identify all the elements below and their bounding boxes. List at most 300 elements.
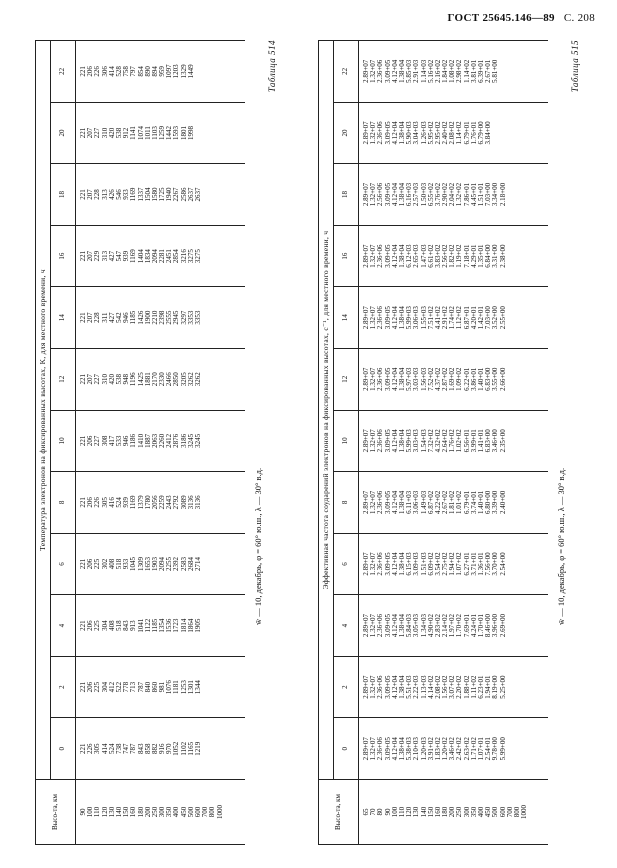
data-cell: 2.18+00: [498, 182, 507, 207]
data-cell: 1.81+02: [448, 490, 457, 514]
data-cell: 2.89+07: [362, 675, 370, 699]
data-cell: 1097: [165, 64, 174, 79]
data-cell: 7.51+02: [426, 306, 435, 330]
data-cell: 2945: [172, 310, 181, 325]
data-cell: 8.19+00: [491, 675, 500, 699]
data-cell: 2.67+01: [484, 59, 493, 83]
data-cell: 2.89+07: [362, 121, 370, 145]
data-cell: 1593: [172, 125, 181, 140]
data-cell: 948: [122, 374, 131, 385]
data-cell: 225: [93, 558, 102, 570]
column-header-4: 4: [51, 595, 76, 657]
table-caption: Температура электронов на фиксированных высотах, K, для местного времени, ч: [36, 41, 51, 780]
data-cell: 2.36+06: [376, 552, 385, 576]
data-cell: 3.09+03: [412, 552, 421, 576]
data-column-8: [359, 472, 549, 534]
table-515-label: Таблица 515: [570, 40, 580, 93]
table-514-block: [35, 40, 285, 845]
data-cell: 1169: [129, 187, 138, 202]
data-cell: 225: [93, 620, 102, 631]
data-cell: 1.69+02: [448, 367, 457, 391]
data-cell: 1.38+04: [397, 613, 406, 638]
data-cell: 2.54+01: [484, 737, 493, 761]
data-cell: 4.12+04: [390, 675, 399, 699]
data-cell: 206: [86, 620, 95, 631]
column-header-0: 0: [51, 718, 76, 780]
data-cell: 3.76+02: [433, 182, 442, 207]
data-cell: 522: [114, 681, 123, 693]
data-cell: 1.70+02: [455, 613, 464, 638]
height-value: 700: [201, 806, 210, 818]
data-cell: 221: [79, 374, 87, 385]
data-cell: 3.05+03: [412, 613, 421, 638]
data-cell: 2684: [186, 556, 195, 571]
column-header-8: 8: [334, 472, 359, 534]
data-cell: 1.32+07: [369, 121, 378, 145]
data-cell: 3.09+05: [383, 490, 392, 514]
data-cell: 4.45+01: [469, 182, 478, 207]
data-cell: 1.41+01: [477, 429, 485, 453]
data-cell: 1.97+02: [448, 613, 457, 638]
data-cell: 5.95+02: [426, 121, 435, 145]
data-cell: 1834: [143, 249, 152, 264]
page-header: [448, 12, 596, 24]
data-cell: 882: [150, 743, 159, 754]
data-cell: 3.46+02: [448, 737, 457, 761]
data-cell: 7.69+01: [462, 613, 471, 638]
data-cell: 206: [86, 435, 95, 447]
data-cell: 1.32+07: [369, 490, 378, 514]
data-cell: 3.34+00: [491, 182, 500, 207]
data-cell: 1301: [186, 680, 195, 695]
data-cell: 4.24+01: [469, 613, 478, 638]
data-cell: 412: [107, 681, 116, 693]
data-cell: 2.36+06: [376, 367, 385, 391]
data-cell: 843: [136, 743, 145, 754]
height-value: 1000: [520, 805, 529, 819]
data-cell: 2.89+07: [362, 613, 370, 638]
data-cell: 2170: [150, 372, 159, 387]
data-cell: 797: [129, 66, 138, 77]
page-number: С. 208: [563, 12, 595, 24]
data-cell: 1.12+02: [455, 306, 464, 330]
data-cell: 2.04+02: [448, 182, 457, 207]
data-column-16: [76, 225, 246, 287]
data-cell: 1165: [186, 741, 195, 756]
height-value: 450: [179, 806, 188, 818]
data-cell: 1337: [136, 187, 145, 202]
data-cell: 1219: [194, 741, 202, 756]
data-cell: 913: [129, 620, 138, 631]
height-value: 800: [208, 806, 217, 818]
data-cell: 426: [107, 189, 116, 200]
height-column: [359, 780, 549, 845]
data-cell: 2850: [172, 372, 181, 387]
data-cell: 1.40+01: [477, 490, 485, 514]
data-cell: 1.07+01: [477, 737, 485, 761]
data-cell: 207: [86, 189, 95, 200]
data-cell: 2.42+02: [455, 737, 464, 761]
data-cell: 2.36+06: [376, 121, 385, 145]
data-cell: 3.06+03: [412, 490, 421, 514]
data-column-20: [359, 102, 549, 164]
data-column-10: [359, 410, 549, 472]
height-value: 450: [484, 806, 493, 818]
data-cell: 1196: [129, 372, 138, 387]
data-cell: 1426: [136, 310, 145, 325]
height-value: 350: [469, 806, 478, 818]
height-value: 150: [122, 806, 131, 818]
column-header-18: 18: [51, 164, 76, 226]
data-cell: 2466: [165, 372, 174, 387]
data-cell: 1.56+03: [419, 367, 428, 391]
data-cell: 1.19+02: [455, 244, 464, 268]
data-cell: 1.94+02: [448, 552, 457, 576]
data-cell: 1940: [165, 187, 174, 202]
data-cell: 3.09+05: [383, 306, 392, 330]
column-header-22: 22: [334, 41, 359, 103]
data-cell: 2.89+07: [362, 367, 370, 391]
data-cell: 225: [93, 681, 102, 693]
data-cell: 221: [79, 250, 87, 262]
data-cell: 547: [114, 250, 123, 262]
data-cell: 7.18+01: [462, 244, 471, 268]
data-cell: 226: [93, 66, 102, 77]
data-cell: 5.84+03: [405, 613, 414, 638]
column-header-6: 6: [334, 533, 359, 595]
data-column-6: [76, 533, 246, 595]
data-cell: 1203: [172, 64, 181, 79]
height-header: Высо-та, км: [36, 780, 76, 845]
column-header-10: 10: [51, 410, 76, 472]
data-cell: 6.09+02: [426, 552, 435, 576]
data-cell: 1.76+01: [469, 121, 478, 145]
data-cell: 916: [158, 743, 167, 754]
data-cell: 2.36+06: [376, 244, 385, 268]
data-cell: 221: [79, 743, 87, 754]
data-cell: 981: [158, 681, 167, 693]
data-cell: 2583: [179, 556, 188, 571]
data-cell: 3.31+00: [491, 244, 500, 268]
data-cell: 416: [107, 497, 116, 508]
data-cell: 6.79+01: [462, 121, 471, 145]
column-header-12: 12: [51, 348, 76, 410]
data-cell: 4.32+02: [433, 429, 442, 453]
data-cell: 3.09+05: [383, 552, 392, 576]
data-cell: 408: [107, 558, 116, 570]
height-value: 140: [114, 806, 123, 818]
data-cell: 7.32+02: [426, 429, 435, 453]
data-cell: 787: [129, 743, 138, 754]
data-cell: 6.80+00: [484, 490, 493, 514]
height-value: 1000: [215, 805, 224, 819]
data-cell: 2.08+02: [433, 675, 442, 699]
data-cell: 3.84+00: [484, 121, 493, 145]
data-cell: 1504: [143, 187, 152, 202]
height-value: 100: [390, 806, 399, 818]
data-cell: 3205: [179, 372, 188, 387]
column-header-16: 16: [51, 225, 76, 287]
data-cell: 2.65+03: [412, 244, 421, 268]
data-cell: 1998: [186, 125, 195, 140]
data-cell: 4.12+04: [390, 490, 399, 514]
data-cell: 207: [86, 250, 95, 262]
data-cell: 1404: [136, 249, 145, 264]
data-cell: 3353: [186, 310, 195, 325]
data-cell: 3.91+02: [426, 737, 435, 761]
data-cell: 1.02+02: [455, 429, 464, 453]
data-cell: 2.75+02: [441, 552, 450, 576]
data-cell: 6.11+03: [405, 490, 414, 514]
data-cell: 1.32+07: [369, 367, 378, 391]
data-cell: 6.23+01: [477, 675, 485, 699]
column-header-12: 12: [334, 348, 359, 410]
height-value: 120: [100, 806, 109, 818]
data-column-18: [359, 164, 549, 226]
data-cell: 6.16+03: [405, 182, 414, 207]
data-cell: 1.82+02: [448, 244, 457, 268]
height-value: 160: [129, 806, 138, 818]
height-value: 130: [107, 806, 116, 818]
height-value: 110: [397, 806, 406, 818]
data-cell: 2.36+06: [376, 675, 385, 699]
data-cell: 221: [79, 66, 87, 77]
data-cell: 3245: [194, 433, 202, 448]
data-cell: 2.89+07: [362, 552, 370, 576]
data-cell: 2.98+02: [455, 59, 464, 83]
data-cell: 310: [100, 374, 109, 385]
data-cell: 946: [122, 435, 131, 447]
data-cell: 3262: [186, 372, 195, 387]
data-cell: 417: [107, 435, 116, 447]
data-cell: 5.90+03: [405, 121, 414, 145]
data-cell: 1181: [172, 680, 181, 695]
data-cell: 4.14+02: [426, 675, 435, 699]
data-cell: 8.46+00: [484, 613, 493, 638]
data-column-16: [359, 225, 549, 287]
data-cell: 6.79+01: [462, 490, 471, 514]
data-cell: 6.27+01: [462, 552, 471, 576]
data-cell: 3.83+02: [433, 244, 442, 268]
table-514-label: Таблица 514: [267, 40, 277, 93]
data-cell: 1.32+07: [369, 59, 378, 83]
data-cell: 2281: [158, 249, 167, 264]
data-cell: 302: [100, 558, 109, 570]
data-cell: 1.20+03: [419, 737, 428, 761]
data-cell: 939: [122, 497, 131, 508]
data-cell: 5.99+03: [405, 429, 414, 453]
height-value: 65: [362, 808, 370, 816]
data-column-14: [76, 287, 246, 349]
data-cell: 2412: [165, 433, 174, 448]
data-cell: 1.38+04: [397, 121, 406, 145]
data-cell: 524: [107, 743, 116, 754]
data-cell: 4.22+02: [433, 490, 442, 514]
data-column-10: [76, 410, 246, 472]
data-cell: 2.14+02: [441, 613, 450, 638]
data-cell: 206: [86, 681, 95, 693]
data-cell: 1122: [143, 618, 152, 633]
data-cell: 5.25+00: [498, 675, 507, 699]
data-cell: 1.70+01: [477, 613, 485, 638]
data-cell: 1.34+03: [419, 613, 428, 638]
data-cell: 1.32+07: [369, 182, 378, 207]
data-column-12: [359, 348, 549, 410]
data-cell: 310: [100, 127, 109, 139]
data-cell: 3.09+05: [383, 613, 392, 638]
table-515: [318, 40, 548, 845]
data-cell: 1442: [165, 125, 174, 140]
data-cell: 1.14+02: [455, 121, 464, 145]
height-value: 600: [194, 806, 202, 818]
data-cell: 1725: [158, 187, 167, 202]
data-cell: 1449: [186, 64, 195, 79]
data-cell: 2854: [172, 249, 181, 264]
data-cell: 1.88+02: [462, 675, 471, 699]
table-caption: Эффективная частота соударений электронов на фиксированных высотах, с⁻¹, для местного времени, ч: [319, 41, 334, 780]
data-cell: 1.32+07: [369, 675, 378, 699]
data-cell: 2.91+02: [441, 306, 450, 330]
table-515-block: [318, 40, 588, 845]
data-cell: 221: [79, 189, 87, 200]
height-value: 200: [448, 806, 457, 818]
data-cell: 738: [114, 743, 123, 754]
data-cell: 2.36+06: [376, 490, 385, 514]
data-cell: 2.56+02: [441, 244, 450, 268]
data-cell: 1169: [129, 495, 138, 510]
height-value: 120: [405, 806, 414, 818]
data-cell: 3353: [194, 310, 202, 325]
data-cell: 1103: [150, 126, 159, 140]
data-cell: 420: [107, 127, 116, 139]
data-cell: 304: [100, 620, 109, 631]
data-cell: 414: [100, 743, 109, 754]
data-cell: 518: [114, 620, 123, 631]
data-cell: 1.11+02: [469, 675, 478, 699]
table-515-subtitle: w̄ — 10, декабрь, φ = 60° ю.ш., λ — 30° в.д.: [556, 467, 566, 625]
data-cell: 518: [114, 558, 123, 570]
data-cell: 533: [114, 435, 123, 447]
data-cell: 542: [114, 312, 123, 323]
data-cell: 1.32+02: [455, 182, 464, 207]
data-cell: 3.96+00: [491, 613, 500, 638]
data-cell: 2.55+00: [498, 306, 507, 330]
data-cell: 4.20+01: [469, 306, 478, 330]
data-cell: 912: [122, 127, 131, 139]
table-514: [35, 40, 245, 845]
data-cell: 2.36+06: [376, 737, 385, 761]
data-cell: 1.32+07: [369, 244, 378, 268]
data-cell: 4.12+04: [390, 306, 399, 330]
data-cell: 1580: [150, 187, 159, 202]
data-cell: 6.83+00: [484, 367, 493, 391]
data-cell: 7.56+00: [484, 552, 493, 576]
data-cell: 2056: [150, 495, 159, 510]
data-cell: 2876: [172, 433, 181, 448]
data-cell: 2555: [165, 310, 174, 325]
data-cell: 414: [107, 66, 116, 77]
data-cell: 1011: [143, 126, 152, 140]
data-cell: 9.78+00: [491, 737, 500, 761]
data-cell: 1186: [129, 433, 138, 448]
data-cell: 313: [100, 250, 109, 262]
data-cell: 1.76+02: [448, 429, 457, 453]
data-cell: 3136: [186, 495, 195, 510]
data-cell: 524: [114, 497, 123, 508]
data-cell: 528: [114, 66, 123, 77]
data-cell: 3089: [179, 495, 188, 510]
data-cell: 7.03+00: [484, 306, 493, 330]
height-value: 70: [369, 808, 378, 816]
height-value: 300: [158, 806, 167, 818]
data-cell: 3297: [179, 310, 188, 325]
column-header-18: 18: [334, 164, 359, 226]
data-cell: 3262: [194, 372, 202, 387]
data-cell: 2.57+03: [412, 182, 421, 207]
data-cell: 3.09+05: [383, 59, 392, 83]
data-cell: 2.36+06: [376, 613, 385, 638]
data-cell: 221: [79, 127, 87, 139]
data-cell: 3.81+01: [469, 59, 478, 83]
data-column-6: [359, 533, 549, 595]
data-cell: 1.14+02: [462, 59, 471, 83]
data-cell: 1.38+04: [397, 244, 406, 268]
data-cell: 408: [107, 620, 116, 631]
data-column-8: [76, 472, 246, 534]
data-cell: 3.07+02: [448, 675, 457, 699]
data-cell: 2094: [150, 249, 159, 264]
data-cell: 2.64+02: [441, 429, 450, 453]
data-cell: 1.08+02: [448, 59, 457, 83]
data-cell: 1.42+01: [477, 306, 485, 330]
data-cell: 1903: [150, 556, 159, 571]
data-cell: 2.67+02: [441, 490, 450, 514]
data-cell: 1425: [136, 372, 145, 387]
column-header-4: 4: [334, 595, 359, 657]
data-cell: 206: [86, 558, 95, 570]
data-cell: 1.32+07: [369, 737, 378, 761]
data-cell: 2.16+02: [433, 59, 442, 83]
data-cell: 226: [93, 497, 102, 508]
height-value: 160: [433, 806, 442, 818]
height-value: 250: [150, 806, 159, 818]
data-cell: 2.87+02: [441, 367, 450, 391]
data-cell: 1.71+02: [469, 737, 478, 761]
data-cell: 228: [93, 189, 102, 200]
data-cell: 6.84+00: [484, 244, 493, 268]
height-value: 110: [93, 806, 102, 818]
height-value: 200: [143, 806, 152, 818]
data-cell: 1.83+02: [433, 737, 442, 761]
data-cell: 3275: [186, 249, 195, 264]
data-cell: 2637: [186, 187, 195, 202]
data-cell: 4.12+04: [390, 552, 399, 576]
data-cell: 227: [93, 127, 102, 139]
data-cell: 2.89+07: [362, 429, 370, 453]
data-cell: 2398: [158, 310, 167, 325]
data-cell: 1653: [143, 556, 152, 571]
data-cell: 6.87+01: [462, 306, 471, 330]
data-column-14: [359, 287, 549, 349]
data-cell: 2.38+00: [498, 244, 507, 268]
column-header-8: 8: [51, 472, 76, 534]
data-cell: 939: [122, 250, 131, 262]
data-cell: 1.50+03: [419, 182, 428, 207]
data-cell: 4.12+04: [390, 182, 399, 207]
data-cell: 1045: [129, 556, 138, 571]
data-cell: 1.20+02: [441, 737, 450, 761]
data-cell: 538: [114, 127, 123, 139]
